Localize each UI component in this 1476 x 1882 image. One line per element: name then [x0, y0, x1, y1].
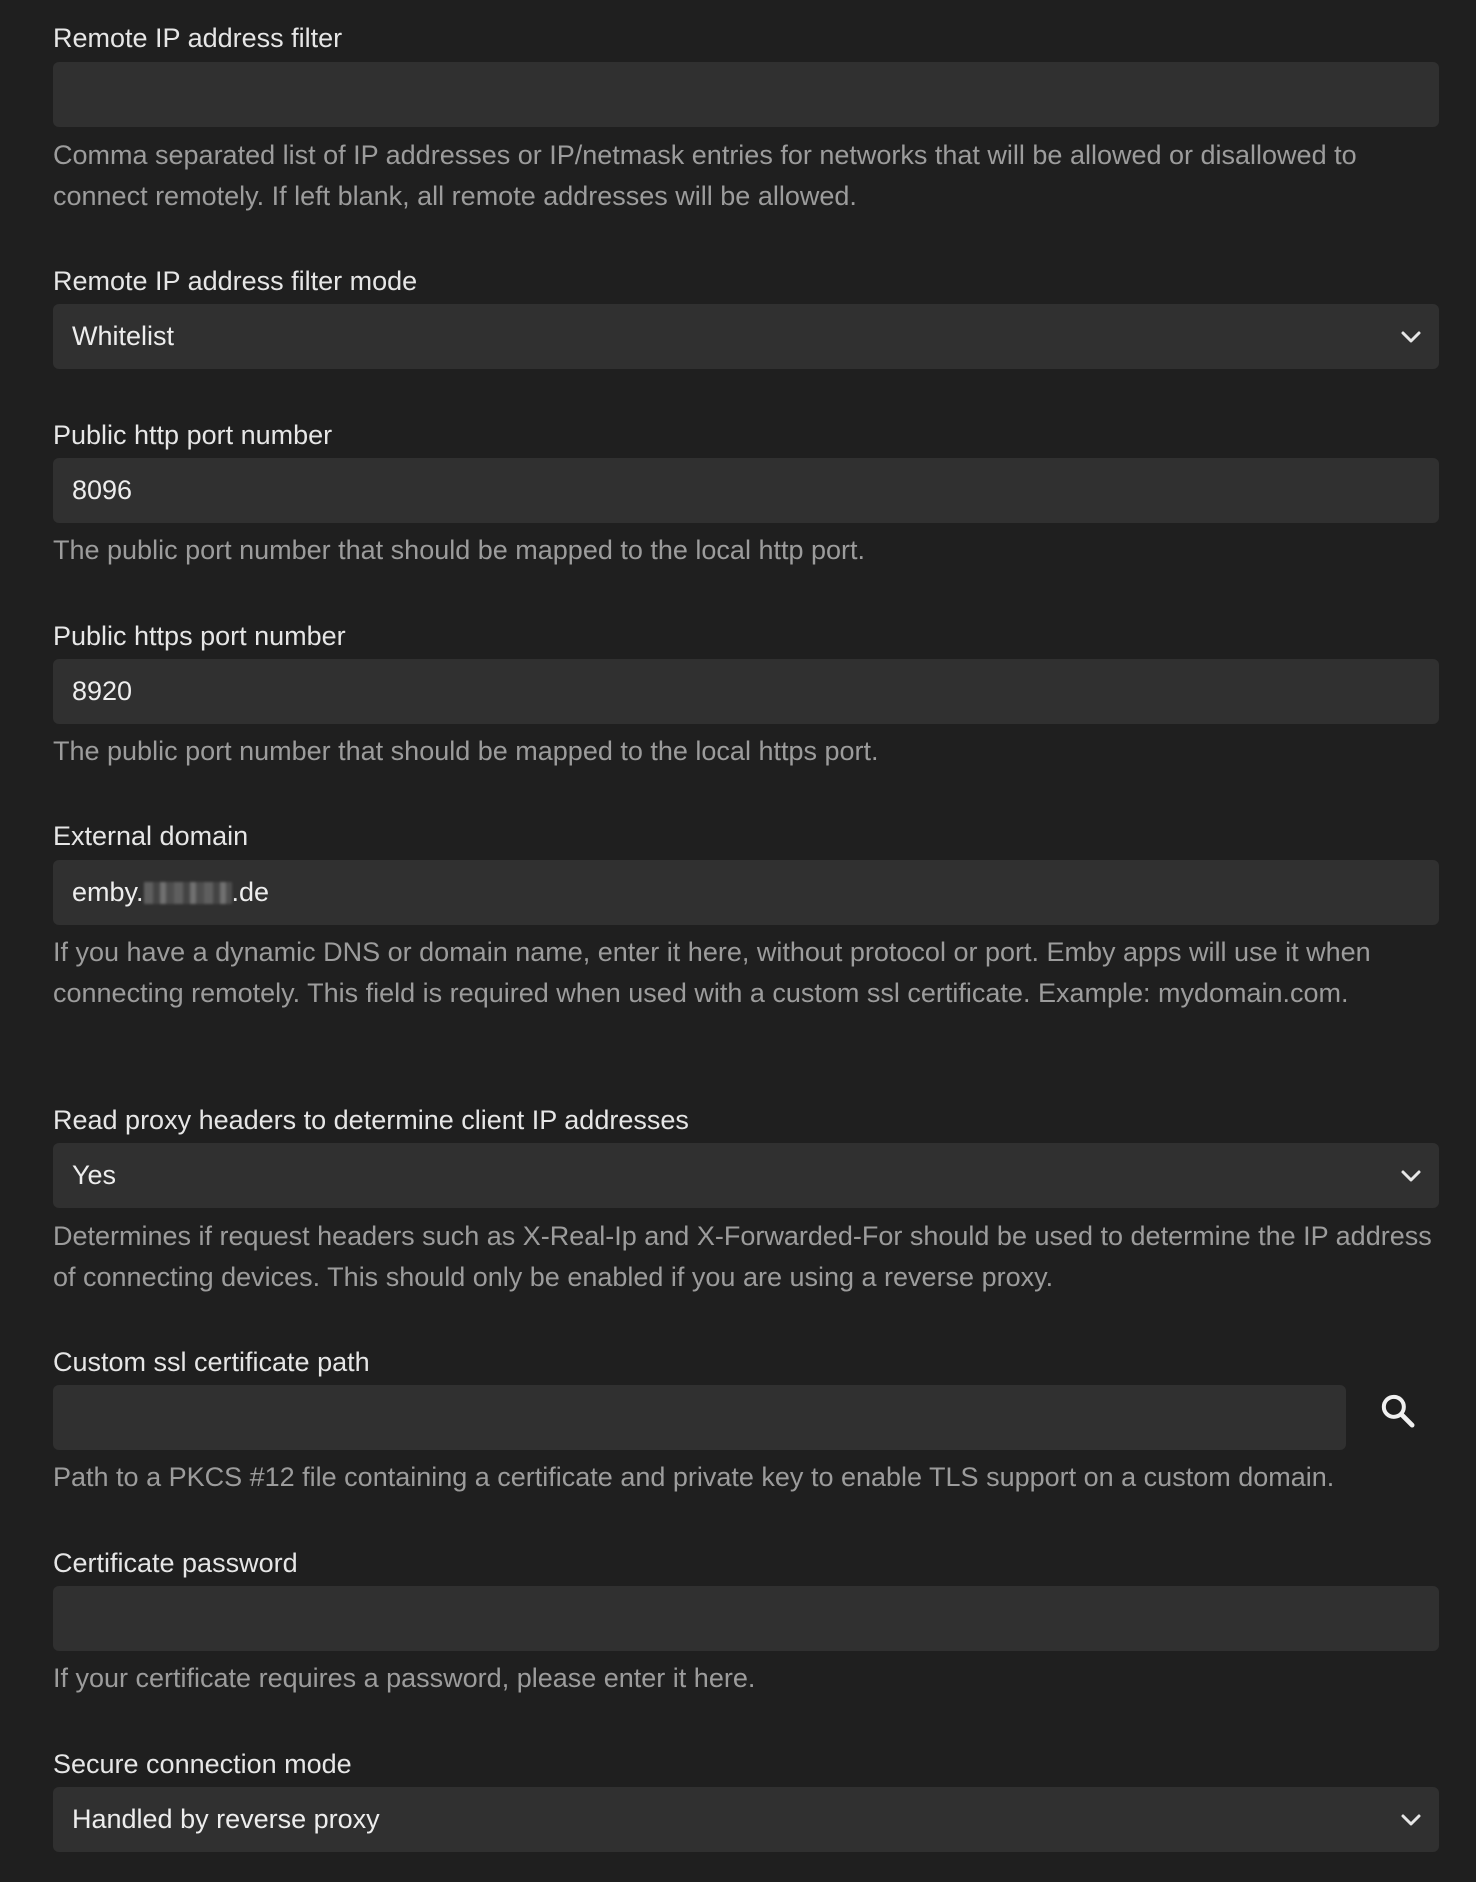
- certificate-password-label: Certificate password: [53, 1548, 298, 1578]
- redacted-text: [144, 882, 232, 904]
- public-https-port-input[interactable]: [53, 659, 1439, 724]
- certificate-password-input[interactable]: [53, 1586, 1439, 1651]
- read-proxy-headers-help: Determines if request headers such as X-Real-Ip and X-Forwarded-For should be used to determine the IP address of connecting devices. This should only be enabled if you are using a reverse proxy.: [53, 1221, 1432, 1292]
- secure-connection-mode-select[interactable]: [53, 1787, 1439, 1852]
- remote-ip-filter-mode-value: Whitelist: [72, 321, 175, 351]
- public-https-port-help: The public port number that should be mapped to the local https port.: [53, 736, 879, 766]
- remote-ip-filter-label: Remote IP address filter: [53, 23, 343, 53]
- external-domain-label: External domain: [53, 821, 249, 851]
- public-https-port-label: Public https port number: [53, 621, 346, 651]
- custom-ssl-path-help: Path to a PKCS #12 file containing a certificate and private key to enable TLS support on a custom domain.: [53, 1462, 1335, 1492]
- public-http-port-input[interactable]: [53, 458, 1439, 523]
- external-domain-suffix: .de: [231, 877, 270, 907]
- chevron-down-icon: [1399, 1164, 1423, 1188]
- remote-ip-filter-mode-label: Remote IP address filter mode: [53, 266, 418, 296]
- read-proxy-headers-label: Read proxy headers to determine client IP addresses: [53, 1105, 689, 1135]
- browse-button[interactable]: [1368, 1381, 1428, 1441]
- external-domain-input[interactable]: [53, 860, 1439, 925]
- remote-ip-filter-help: Comma separated list of IP addresses or IP/netmask entries for networks that will be allowed or disallowed to connect remotely. If left blank, all remote addresses will be allowed.: [53, 140, 1357, 211]
- remote-ip-filter-mode-select[interactable]: [53, 304, 1439, 369]
- read-proxy-headers-value: Yes: [72, 1160, 117, 1190]
- search-icon: [1378, 1391, 1418, 1431]
- external-domain-value: [72, 877, 1420, 908]
- public-https-port-value: 8920: [72, 676, 133, 706]
- external-domain-help: If you have a dynamic DNS or domain name, enter it here, without protocol or port. Emby apps will use it when connecting remotely. This field is required when used with a custom ssl certificate. Example: mydomain.com.: [53, 937, 1371, 1008]
- custom-ssl-path-input[interactable]: [53, 1385, 1346, 1450]
- remote-ip-filter-input[interactable]: [53, 62, 1439, 127]
- secure-connection-mode-label: Secure connection mode: [53, 1749, 352, 1779]
- chevron-down-icon: [1399, 1808, 1423, 1832]
- secure-connection-mode-value: Handled by reverse proxy: [72, 1804, 380, 1834]
- public-http-port-label: Public http port number: [53, 420, 333, 450]
- certificate-password-help: If your certificate requires a password, please enter it here.: [53, 1663, 756, 1693]
- chevron-down-icon: [1399, 325, 1423, 349]
- external-domain-prefix: emby.: [72, 877, 144, 907]
- read-proxy-headers-select[interactable]: [53, 1143, 1439, 1208]
- custom-ssl-path-label: Custom ssl certificate path: [53, 1347, 370, 1377]
- public-http-port-value: 8096: [72, 475, 133, 505]
- public-http-port-help: The public port number that should be mapped to the local http port.: [53, 535, 866, 565]
